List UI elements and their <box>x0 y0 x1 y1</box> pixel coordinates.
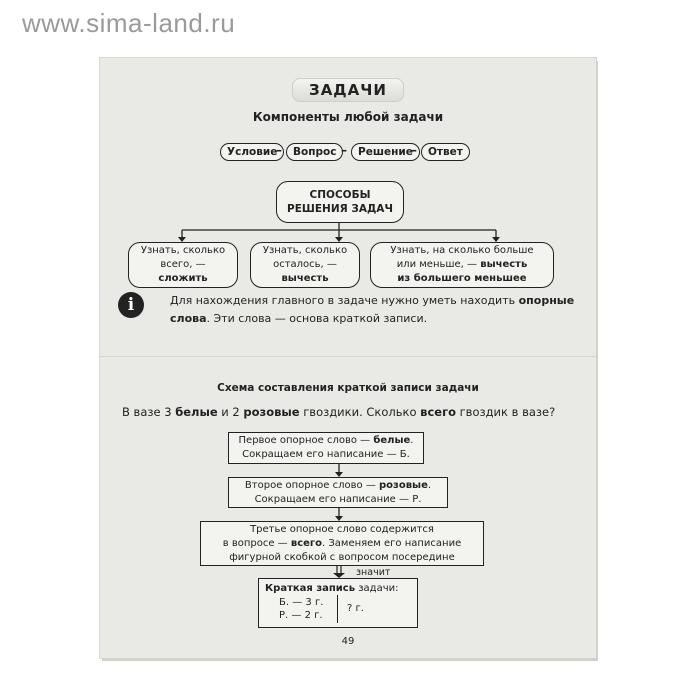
workbook-page <box>100 58 596 658</box>
component-solution: Решение <box>351 143 420 161</box>
way-compare: Узнать, на сколько больше или меньше, — вычесть из большего меньшее <box>370 242 554 288</box>
dash: – <box>341 143 347 157</box>
connector-lines <box>100 58 596 658</box>
task-question: В вазе 3 белые и 2 розовые гвоздики. Сколько всего гвоздик в вазе? <box>122 405 556 419</box>
page-number: 49 <box>341 636 355 647</box>
short-record-question: ? г. <box>347 603 364 614</box>
component-question: Вопрос <box>286 143 343 161</box>
dash: – <box>411 143 417 157</box>
short-record-box <box>258 578 418 628</box>
short-record-row-b: Б. — 3 г. <box>279 597 324 608</box>
step-third-keyword: Третье опорное слово содержится в вопросе — всего. Заменяем его написание фигурной скобкой с вопросом посередине <box>200 521 484 566</box>
short-record-title: Краткая запись задачи: <box>265 583 399 594</box>
way-subtract: Узнать, сколько осталось, — вычесть <box>250 242 360 288</box>
components-subtitle: Компоненты любой задачи <box>252 110 444 124</box>
znachit-label: значит <box>356 567 391 578</box>
short-record-row-r: Р. — 2 г. <box>279 610 323 621</box>
schema-title: Схема составления краткой записи задачи <box>217 382 479 394</box>
info-icon: i <box>118 292 144 318</box>
curly-brace <box>337 595 344 623</box>
step-first-keyword: Первое опорное слово — белые. Сокращаем его написание — Б. <box>228 432 424 464</box>
component-condition: Условие <box>220 143 284 161</box>
page-title: ЗАДАЧИ <box>100 78 596 102</box>
methods-box: СПОСОБЫ РЕШЕНИЯ ЗАДАЧ <box>276 181 404 223</box>
site-watermark: www.sima-land.ru <box>22 8 236 38</box>
dash: – <box>276 143 282 157</box>
info-text: Для нахождения главного в задаче нужно уметь находить опорные слова. Эти слова — основа краткой записи. <box>170 294 575 325</box>
way-add: Узнать, сколько всего, — сложить <box>128 242 238 288</box>
step-second-keyword: Второе опорное слово — розовые. Сокращаем его написание — Р. <box>228 477 448 508</box>
component-answer: Ответ <box>421 143 470 161</box>
